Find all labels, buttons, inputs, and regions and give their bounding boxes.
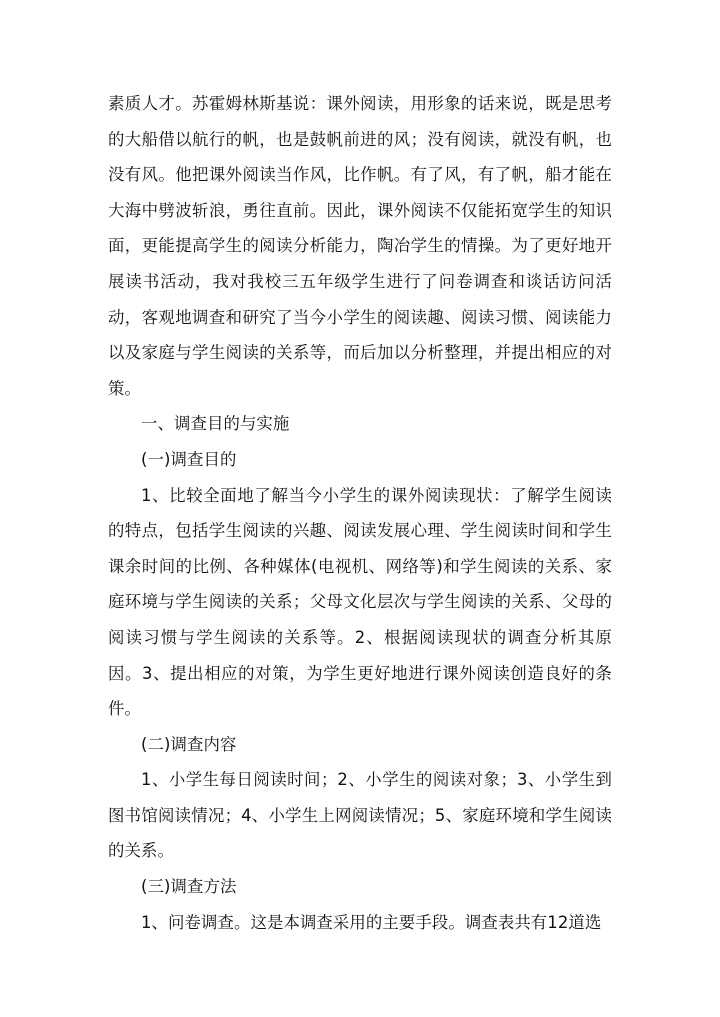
subsection-heading-2: (二)调查内容 [141, 734, 237, 754]
subsection-heading-1: (一)调查目的 [141, 449, 237, 469]
body-paragraph-1: 素质人才。苏霍姆林斯基说：课外阅读，用形象的话来说，既是思考的大船借以航行的帆，也是鼓帆前进的风；没有阅读，就没有帆，也没有风。他把课外阅读当作风，比作帆。有了风，有了帆，船才能在大海中劈波斩浪，勇往直前。因此，课外阅读不仅能拓宽学生的知识面，更能提高学生的阅读分析能力，陶冶学生的情操。为了更好地开展读书活动，我对我校三五年级学生进行了问卷调查和谈话访问活动，客观地调查和研究了当今小学生的阅读趣、阅读习惯、阅读能力以及家庭与学生阅读的关系等，而后加以分析整理，并提出相应的对策。 [108, 94, 612, 398]
section-heading-1: 一、调查目的与实施 [141, 414, 290, 434]
document-page [108, 86, 612, 940]
body-paragraph-3: 1、小学生每日阅读时间；2、小学生的阅读对象；3、小学生到图书馆阅读情况；4、小学生上网阅读情况；5、家庭环境和学生阅读的关系。 [108, 770, 612, 861]
body-paragraph-4: 1、问卷调查。这是本调查采用的主要手段。调查表共有12道选 [141, 912, 602, 932]
body-paragraph-2: 1、比较全面地了解当今小学生的课外阅读现状：了解学生阅读的特点，包括学生阅读的兴趣、阅读发展心理、学生阅读时间和学生课余时间的比例、各种媒体(电视机、网络等)和学生阅读的关系、家庭环境与学生阅读的关系；父母文化层次与学生阅读的关系、父母的阅读习惯与学生阅读的关系等。2、根据阅读现状的调查分析其原因。3、提出相应的对策，为学生更好地进行课外阅读创造良好的条件。 [108, 485, 612, 719]
subsection-heading-3: (三)调查方法 [141, 877, 237, 897]
